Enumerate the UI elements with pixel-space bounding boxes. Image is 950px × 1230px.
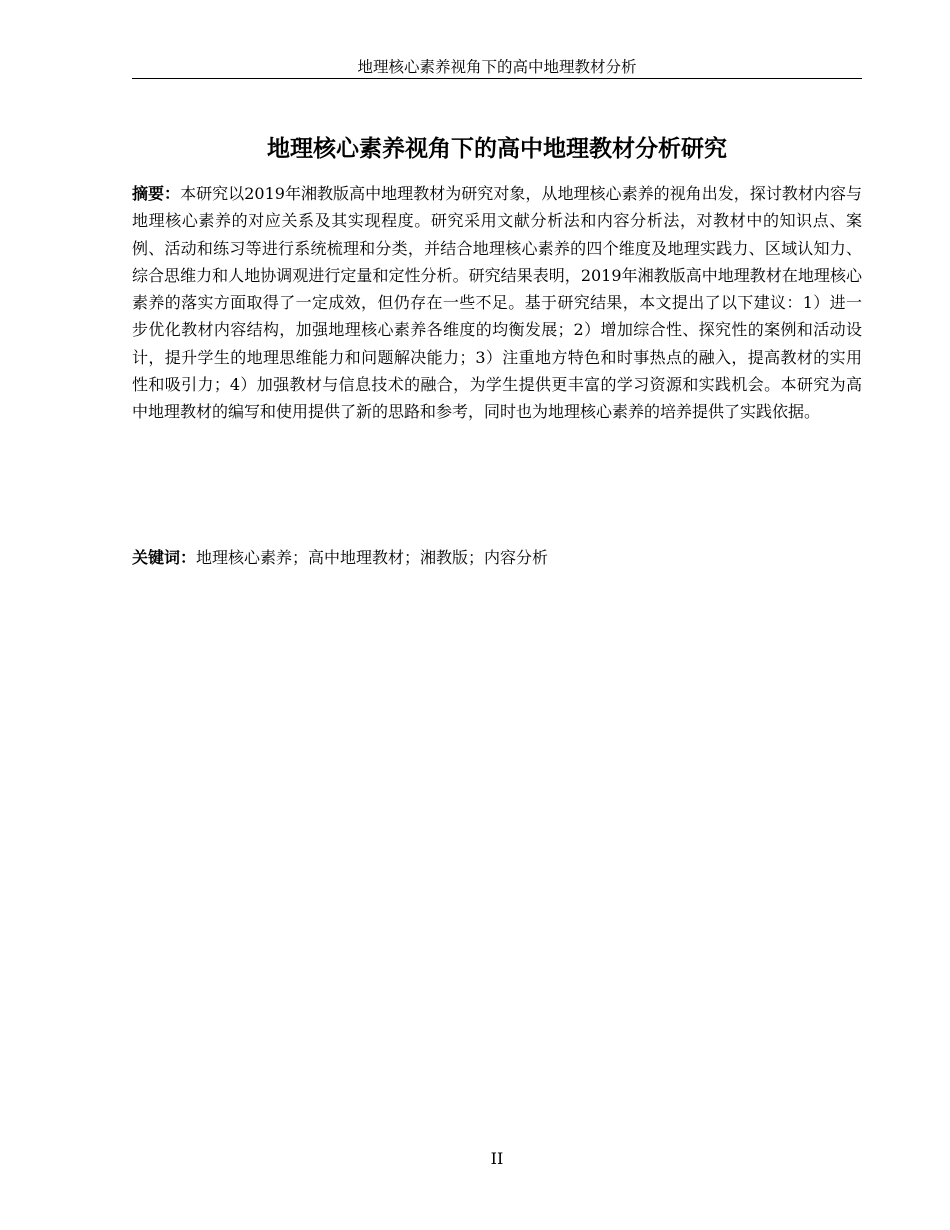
abstract-paragraph (132, 180, 862, 426)
keywords-label: 关键词： (132, 548, 197, 567)
page-number: II (490, 1149, 504, 1168)
keywords-text: 地理核心素养；高中地理教材；湘教版；内容分析 (196, 548, 549, 567)
running-header-title: 地理核心素养视角下的高中地理教材分析 (357, 58, 637, 76)
abstract-text: 本研究以2019年湘教版高中地理教材为研究对象，从地理核心素养的视角出发，探讨教材内容与地理核心素养的对应关系及其实现程度。研究采用文献分析法和内容分析法，对教材中的知识点、案例、活动和练习等进行系统梳理和分类，并结合地理核心素养的四个维度及地理实践力、区域认知力、综合思维力和人地协调观进行定量和定性分析。研究结果表明，2019年湘教版高中地理教材在地理核心素养的落实方面取得了一定成效，但仍存在一些不足。基于研究结果，本文提出了以下建议：1）进一步优化教材内容结构，加强地理核心素养各维度的均衡发展；2）增加综合性、探究性的案例和活动设计，提升学生的地理思维能力和问题解决能力；3）注重地方特色和时事热点的融入，提高教材的实用性和吸引力；4）加强教材与信息技术的融合，为学生提供更丰富的学习资源和实践机会。本研究为高中地理教材的编写和使用提供了新的思路和参考，同时也为地理核心素养的培养提供了实践依据。 (132, 184, 862, 422)
keywords-line (132, 544, 862, 571)
paper-title: 地理核心素养视角下的高中地理教材分析研究 (267, 136, 727, 162)
running-header (132, 56, 862, 79)
abstract-label: 摘要： (132, 184, 181, 203)
